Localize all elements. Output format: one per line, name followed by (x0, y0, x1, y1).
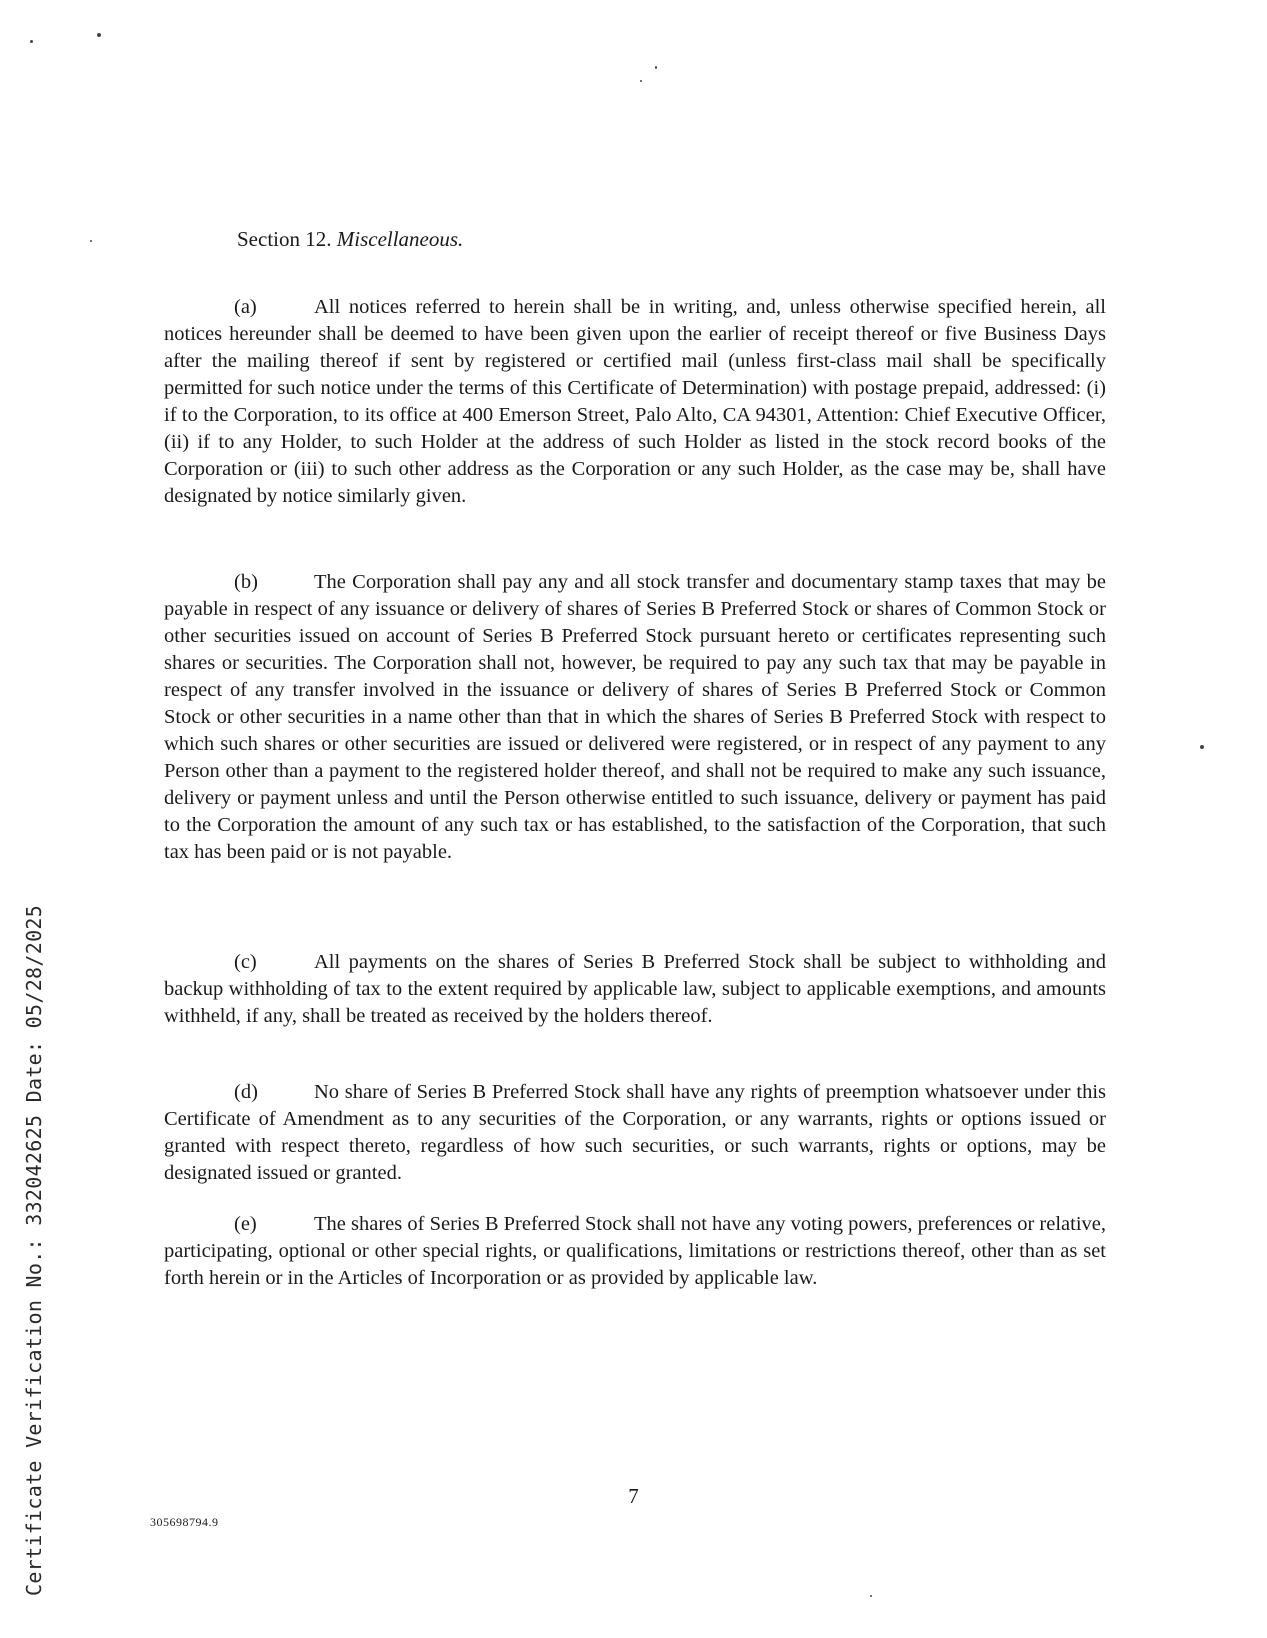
scan-speck (640, 80, 642, 82)
paragraph-label: (e) (234, 1212, 257, 1235)
scan-speck (870, 1595, 872, 1597)
scan-speck (1200, 745, 1204, 749)
scan-speck (90, 240, 92, 242)
scan-speck (30, 40, 33, 43)
paragraph-text: All notices referred to herein shall be in writing, and, unless otherwise specified herein, all notices hereunder shall be deemed to have been given upon the earlier of receipt thereof or five Business Days after the mailing thereof if sent by registered or certified mail (unless first-class mail shall be specifically permitted for such notice under the terms of this Certificate of Determination) with postage prepaid, addressed: (i) if to the Corporation, to its office at 400 Emerson Street, Palo Alto, CA 94301, Attention: Chief Executive Officer, (ii) if to any Holder, to such Holder at the address of such Holder as listed in the stock record books of the Corporation or (iii) to such other address as the Corporation or any such Holder, as the case may be, shall have designated by notice similarly given. (164, 295, 1106, 507)
section-number: Section 12. (237, 227, 332, 251)
paragraph-text: All payments on the shares of Series B Preferred Stock shall be subject to withholding and backup withholding of tax to the extent required by applicable law, subject to applicable exemptions, and amounts withheld, if any, shall be treated as received by the holders thereof. (164, 950, 1106, 1027)
paragraph-e (164, 1211, 1106, 1292)
paragraph-a (164, 294, 1106, 510)
paragraph-text: The shares of Series B Preferred Stock shall not have any voting powers, preferences or relative, participating, optional or other special rights, or qualifications, limitations or restrictions thereof, other than as set forth herein or in the Articles of Incorporation or as provided by applicable law. (164, 1212, 1106, 1289)
paragraph-label: (c) (234, 950, 257, 973)
document-id: 305698794.9 (150, 1515, 219, 1529)
section-heading (237, 226, 463, 252)
scan-speck (97, 33, 101, 37)
paragraph-label: (d) (234, 1080, 258, 1103)
paragraph-text: The Corporation shall pay any and all stock transfer and documentary stamp taxes that may be payable in respect of any issuance or delivery of shares of Series B Preferred Stock or shares of Common Stock or other securities issued on account of Series B Preferred Stock pursuant hereto or certificates representing such shares or securities. The Corporation shall not, however, be required to pay any such tax that may be payable in respect of any transfer involved in the issuance or delivery of shares of Series B Preferred Stock or Common Stock or other securities in a name other than that in which the shares of Series B Preferred Stock with respect to which such shares or other securities are issued or delivered were registered, or in respect of any payment to any Person other than a payment to the registered holder thereof, and shall not be required to make any such issuance, delivery or payment unless and until the Person otherwise entitled to such issuance, delivery or payment has paid to the Corporation the amount of any such tax or has established, to the satisfaction of the Corporation, that such tax has been paid or is not payable. (164, 570, 1106, 863)
paragraph-b (164, 569, 1106, 866)
scan-speck (655, 66, 657, 69)
section-title: Miscellaneous. (336, 227, 464, 251)
paragraph-label: (b) (234, 570, 258, 593)
certificate-verification-stamp: Certificate Verification No.: 332042625 Date: 05/28/2025 (22, 904, 46, 1596)
paragraph-d (164, 1079, 1106, 1187)
page-number: 7 (628, 1484, 639, 1508)
paragraph-label: (a) (234, 295, 257, 318)
paragraph-text: No share of Series B Preferred Stock shall have any rights of preemption whatsoever under this Certificate of Amendment as to any securities of the Corporation, or any warrants, rights or options issued or granted with respect thereto, regardless of how such securities, or such warrants, rights or options, may be designated issued or granted. (164, 1080, 1106, 1184)
paragraph-c (164, 949, 1106, 1030)
